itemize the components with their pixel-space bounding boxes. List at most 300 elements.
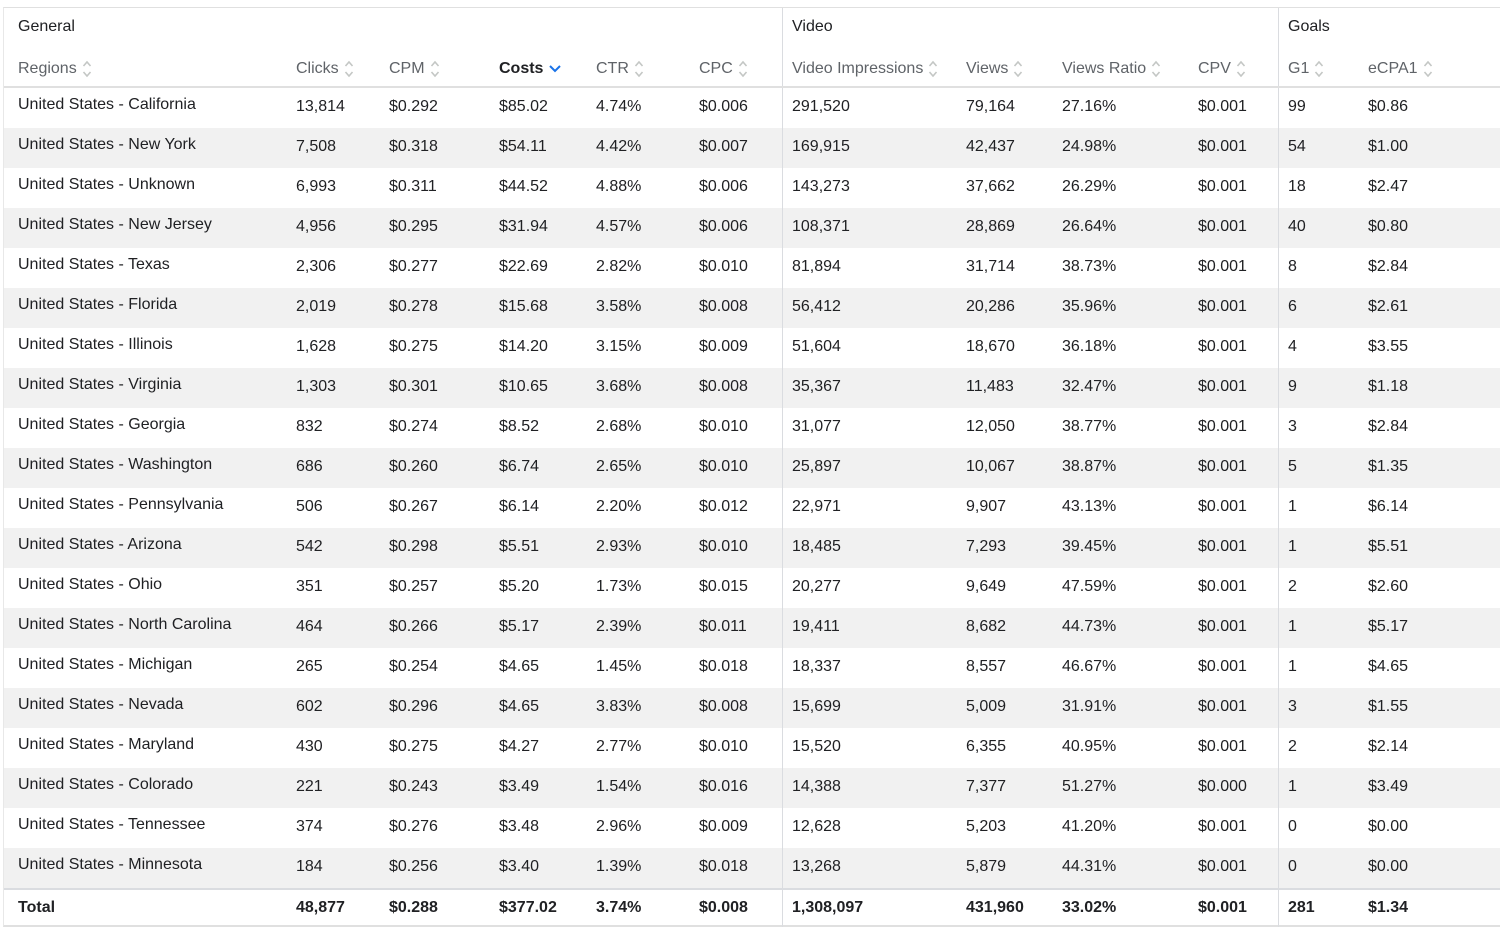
cell-costs: $6.14 [499, 498, 540, 515]
header-label: Views [966, 60, 1009, 77]
cell-clicks: 1,628 [296, 338, 337, 355]
cell-costs: $4.65 [499, 698, 540, 715]
cell-views: 5,203 [966, 818, 1007, 835]
cell-g1: 1 [1278, 768, 1368, 808]
cell-costs: $6.74 [499, 458, 540, 475]
cell-g1: 1 [1278, 528, 1368, 568]
cell-cpv: $0.001 [1198, 338, 1247, 355]
header-label: Costs [499, 60, 544, 77]
cell-clicks: 6,993 [296, 178, 337, 195]
total-views: 431,960 [966, 899, 1024, 916]
cell-ecpa1: $1.35 [1368, 458, 1409, 475]
cell-g1: 8 [1278, 248, 1368, 288]
cell-cpc: $0.006 [699, 98, 748, 115]
header-label: Video Impressions [792, 60, 924, 77]
cell-ctr: 2.96% [596, 818, 642, 835]
cell-ctr: 4.74% [596, 98, 642, 115]
cell-cpm: $0.257 [389, 578, 438, 595]
cell-ctr: 3.58% [596, 298, 642, 315]
cell-views-ratio: 44.73% [1062, 618, 1117, 635]
cell-region: United States - Pennsylvania [18, 496, 224, 513]
cell-views-ratio: 43.13% [1062, 498, 1117, 515]
table-row[interactable] [4, 128, 1500, 168]
cell-region: United States - Maryland [18, 736, 195, 753]
cell-views: 5,879 [966, 858, 1007, 875]
cell-cpv: $0.001 [1198, 738, 1247, 755]
cell-views: 8,682 [966, 618, 1007, 635]
table-row[interactable] [4, 208, 1500, 248]
cell-cpc: $0.015 [699, 578, 748, 595]
cell-region: United States - California [18, 96, 196, 113]
cell-clicks: 374 [296, 818, 323, 835]
cell-views-ratio: 27.16% [1062, 98, 1117, 115]
cell-cpm: $0.292 [389, 98, 438, 115]
cell-ecpa1: $0.00 [1368, 858, 1409, 875]
cell-cpm: $0.256 [389, 858, 438, 875]
cell-ecpa1: $2.60 [1368, 578, 1409, 595]
cell-video-impressions: 51,604 [782, 328, 966, 368]
cell-clicks: 1,303 [296, 378, 337, 395]
cell-cpv: $0.001 [1198, 138, 1247, 155]
cell-views: 8,557 [966, 658, 1007, 675]
cell-clicks: 2,306 [296, 258, 337, 275]
cell-ecpa1: $2.84 [1368, 258, 1409, 275]
cell-video-impressions: 18,337 [782, 648, 966, 688]
cell-ecpa1: $0.80 [1368, 218, 1409, 235]
cell-views-ratio: 36.18% [1062, 338, 1117, 355]
cell-views-ratio: 38.77% [1062, 418, 1117, 435]
cell-views-ratio: 44.31% [1062, 858, 1117, 875]
cell-cpm: $0.276 [389, 818, 438, 835]
cell-views: 79,164 [966, 98, 1015, 115]
cell-ecpa1: $1.00 [1368, 138, 1409, 155]
header-label: eCPA1 [1368, 60, 1418, 77]
cell-costs: $54.11 [499, 138, 547, 155]
cell-video-impressions: 12,628 [782, 808, 966, 848]
cell-views-ratio: 38.87% [1062, 458, 1117, 475]
cell-cpm: $0.274 [389, 418, 438, 435]
cell-costs: $5.20 [499, 578, 540, 595]
cell-g1: 5 [1278, 448, 1368, 488]
cell-video-impressions: 15,520 [782, 728, 966, 768]
total-g1: 281 [1278, 890, 1368, 927]
cell-g1: 1 [1278, 488, 1368, 528]
cell-g1: 1 [1278, 608, 1368, 648]
table-row[interactable] [4, 608, 1500, 648]
cell-g1: 18 [1278, 168, 1368, 208]
cell-clicks: 265 [296, 658, 323, 675]
cell-cpv: $0.001 [1198, 818, 1247, 835]
sort-updown-icon[interactable] [1423, 59, 1433, 79]
cell-views: 37,662 [966, 178, 1015, 195]
cell-costs: $8.52 [499, 418, 540, 435]
cell-views: 9,907 [966, 498, 1007, 515]
cell-views-ratio: 39.45% [1062, 538, 1117, 555]
header-region[interactable] [4, 48, 296, 86]
cell-region: United States - Nevada [18, 696, 184, 713]
table-row[interactable] [4, 528, 1500, 568]
cell-ecpa1: $2.14 [1368, 738, 1409, 755]
cell-region: United States - Minnesota [18, 856, 203, 873]
table-row[interactable] [4, 408, 1500, 448]
table-body [4, 88, 1500, 888]
table-row[interactable] [4, 648, 1500, 688]
cell-cpv: $0.001 [1198, 858, 1247, 875]
cell-clicks: 13,814 [296, 98, 345, 115]
cell-ctr: 1.54% [596, 778, 642, 795]
cell-cpm: $0.298 [389, 538, 438, 555]
cell-views: 18,670 [966, 338, 1015, 355]
cell-cpv: $0.001 [1198, 98, 1247, 115]
cell-costs: $3.40 [499, 858, 540, 875]
cell-clicks: 506 [296, 498, 323, 515]
total-cpm: $0.288 [389, 899, 438, 916]
cell-ctr: 1.39% [596, 858, 642, 875]
cell-g1: 2 [1278, 568, 1368, 608]
cell-region: United States - Washington [18, 456, 213, 473]
cell-cpv: $0.001 [1198, 618, 1247, 635]
cell-views-ratio: 38.73% [1062, 258, 1117, 275]
cell-video-impressions: 108,371 [782, 208, 966, 248]
cell-cpc: $0.006 [699, 178, 748, 195]
cell-video-impressions: 35,367 [782, 368, 966, 408]
cell-ctr: 3.15% [596, 338, 642, 355]
cell-cpm: $0.277 [389, 258, 438, 275]
cell-video-impressions: 20,277 [782, 568, 966, 608]
cell-views-ratio: 47.59% [1062, 578, 1117, 595]
cell-cpv: $0.001 [1198, 698, 1247, 715]
table-row[interactable] [4, 288, 1500, 328]
table-row[interactable] [4, 368, 1500, 408]
cell-g1: 54 [1278, 128, 1368, 168]
cell-region: United States - Florida [18, 296, 178, 313]
cell-video-impressions: 15,699 [782, 688, 966, 728]
cell-cpm: $0.296 [389, 698, 438, 715]
header-costs[interactable] [499, 48, 596, 86]
cell-region: United States - New Jersey [18, 216, 212, 233]
header-views[interactable] [966, 48, 1062, 86]
cell-ctr: 2.39% [596, 618, 642, 635]
sort-updown-icon[interactable] [1314, 59, 1324, 79]
cell-views: 42,437 [966, 138, 1015, 155]
header-label: Regions [18, 60, 77, 77]
table-row[interactable] [4, 848, 1500, 888]
cell-cpv: $0.000 [1198, 778, 1247, 795]
cell-g1: 9 [1278, 368, 1368, 408]
cell-cpc: $0.016 [699, 778, 748, 795]
cell-clicks: 221 [296, 778, 323, 795]
cell-clicks: 602 [296, 698, 323, 715]
cell-ctr: 3.68% [596, 378, 642, 395]
cell-cpv: $0.001 [1198, 218, 1247, 235]
header-ecpa1[interactable] [1368, 48, 1475, 86]
cell-views: 6,355 [966, 738, 1007, 755]
table-row[interactable] [4, 88, 1500, 128]
cell-region: United States - Illinois [18, 336, 173, 353]
table-row[interactable] [4, 688, 1500, 728]
cell-costs: $10.65 [499, 378, 548, 395]
table-row[interactable] [4, 248, 1500, 288]
header-cpm[interactable] [389, 48, 499, 86]
cell-ctr: 3.83% [596, 698, 642, 715]
cell-video-impressions: 56,412 [782, 288, 966, 328]
cell-region: United States - North Carolina [18, 616, 232, 633]
cell-clicks: 184 [296, 858, 323, 875]
cell-g1: 0 [1278, 848, 1368, 888]
total-ecpa1: $1.34 [1368, 899, 1409, 916]
cell-clicks: 4,956 [296, 218, 337, 235]
cell-costs: $4.27 [499, 738, 540, 755]
cell-costs: $85.02 [499, 98, 548, 115]
cell-ecpa1: $5.51 [1368, 538, 1409, 555]
header-views-ratio[interactable] [1062, 48, 1198, 86]
cell-ctr: 4.57% [596, 218, 642, 235]
cell-views-ratio: 51.27% [1062, 778, 1117, 795]
cell-costs: $22.69 [499, 258, 548, 275]
cell-video-impressions: 14,388 [782, 768, 966, 808]
cell-costs: $4.65 [499, 658, 540, 675]
sort-updown-icon[interactable] [1236, 59, 1246, 79]
cell-cpv: $0.001 [1198, 178, 1247, 195]
table-row[interactable] [4, 768, 1500, 808]
cell-ecpa1: $0.86 [1368, 98, 1409, 115]
header-cpc[interactable] [699, 48, 782, 86]
total-cpc: $0.008 [699, 899, 748, 916]
cell-ecpa1: $1.55 [1368, 698, 1409, 715]
header-label: G1 [1288, 60, 1310, 77]
total-costs: $377.02 [499, 899, 557, 916]
cell-cpc: $0.012 [699, 498, 748, 515]
cell-g1: 3 [1278, 408, 1368, 448]
cell-cpc: $0.009 [699, 818, 748, 835]
sort-desc-icon[interactable] [548, 64, 562, 74]
cell-cpm: $0.295 [389, 218, 438, 235]
table-row[interactable] [4, 488, 1500, 528]
cell-costs: $15.68 [499, 298, 548, 315]
cell-ctr: 2.20% [596, 498, 642, 515]
cell-views: 12,050 [966, 418, 1015, 435]
cell-cpm: $0.278 [389, 298, 438, 315]
header-clicks[interactable] [296, 48, 389, 86]
cell-cpc: $0.011 [699, 618, 747, 635]
cell-video-impressions: 31,077 [782, 408, 966, 448]
cell-ecpa1: $3.55 [1368, 338, 1409, 355]
cell-ecpa1: $4.65 [1368, 658, 1409, 675]
cell-views-ratio: 40.95% [1062, 738, 1117, 755]
cell-cpm: $0.301 [389, 378, 438, 395]
cell-views-ratio: 26.29% [1062, 178, 1117, 195]
cell-video-impressions: 18,485 [782, 528, 966, 568]
cell-ctr: 2.68% [596, 418, 642, 435]
cell-video-impressions: 143,273 [782, 168, 966, 208]
cell-ctr: 2.93% [596, 538, 642, 555]
cell-views: 10,067 [966, 458, 1015, 475]
cell-region: United States - Ohio [18, 576, 163, 593]
cell-cpm: $0.254 [389, 658, 438, 675]
cell-cpm: $0.260 [389, 458, 438, 475]
cell-g1: 2 [1278, 728, 1368, 768]
cell-views: 7,293 [966, 538, 1007, 555]
table-row[interactable] [4, 808, 1500, 848]
column-header-row [4, 48, 1500, 88]
cell-cpv: $0.001 [1198, 458, 1247, 475]
sort-updown-icon[interactable] [344, 59, 354, 79]
cell-region: United States - Unknown [18, 176, 195, 193]
table-row[interactable] [4, 168, 1500, 208]
cell-costs: $5.17 [499, 618, 540, 635]
cell-g1: 4 [1278, 328, 1368, 368]
cell-cpc: $0.010 [699, 538, 748, 555]
cell-ecpa1: $2.47 [1368, 178, 1409, 195]
cell-views: 9,649 [966, 578, 1007, 595]
cell-ctr: 1.73% [596, 578, 642, 595]
cell-views: 28,869 [966, 218, 1015, 235]
header-video-impressions[interactable] [782, 48, 966, 86]
cell-cpm: $0.318 [389, 138, 438, 155]
header-cpv[interactable] [1198, 48, 1278, 86]
cell-cpc: $0.010 [699, 418, 748, 435]
cell-views-ratio: 32.47% [1062, 378, 1117, 395]
header-label: CTR [596, 60, 629, 77]
cell-ecpa1: $2.84 [1368, 418, 1409, 435]
cell-cpc: $0.018 [699, 658, 748, 675]
cell-video-impressions: 169,915 [782, 128, 966, 168]
group-goals: Goals [1278, 8, 1475, 48]
cell-costs: $5.51 [499, 538, 540, 555]
cell-cpc: $0.008 [699, 378, 748, 395]
cell-video-impressions: 81,894 [782, 248, 966, 288]
header-label: CPC [699, 60, 733, 77]
header-g1[interactable] [1278, 48, 1368, 86]
cell-views-ratio: 31.91% [1062, 698, 1117, 715]
cell-region: United States - Georgia [18, 416, 186, 433]
total-row [4, 888, 1500, 927]
header-label: CPM [389, 60, 425, 77]
cell-clicks: 686 [296, 458, 323, 475]
cell-cpv: $0.001 [1198, 498, 1247, 515]
sort-updown-icon[interactable] [1151, 59, 1161, 79]
cell-views-ratio: 35.96% [1062, 298, 1117, 315]
cell-cpm: $0.311 [389, 178, 437, 195]
total-views-ratio: 33.02% [1062, 899, 1117, 916]
cell-cpm: $0.267 [389, 498, 438, 515]
cell-clicks: 832 [296, 418, 323, 435]
cell-clicks: 2,019 [296, 298, 337, 315]
table-row[interactable] [4, 448, 1500, 488]
header-label: CPV [1198, 60, 1231, 77]
cell-cpv: $0.001 [1198, 258, 1247, 275]
total-clicks: 48,877 [296, 899, 345, 916]
cell-ctr: 2.82% [596, 258, 642, 275]
cell-region: United States - New York [18, 136, 196, 153]
cell-cpv: $0.001 [1198, 298, 1247, 315]
cell-clicks: 464 [296, 618, 323, 635]
cell-views: 7,377 [966, 778, 1007, 795]
report-table [3, 7, 1500, 927]
cell-costs: $3.49 [499, 778, 540, 795]
table-row[interactable] [4, 328, 1500, 368]
cell-region: United States - Tennessee [18, 816, 206, 833]
header-label: Views Ratio [1062, 60, 1147, 77]
sort-updown-icon[interactable] [738, 59, 748, 79]
table-row[interactable] [4, 568, 1500, 608]
sort-updown-icon[interactable] [430, 59, 440, 79]
cell-costs: $31.94 [499, 218, 548, 235]
cell-g1: 99 [1278, 88, 1368, 128]
cell-ctr: 4.42% [596, 138, 642, 155]
cell-costs: $14.20 [499, 338, 548, 355]
cell-cpv: $0.001 [1198, 538, 1247, 555]
cell-cpm: $0.275 [389, 338, 438, 355]
total-ctr: 3.74% [596, 899, 642, 916]
cell-cpc: $0.010 [699, 738, 748, 755]
cell-cpv: $0.001 [1198, 418, 1247, 435]
sort-updown-icon[interactable] [1013, 59, 1023, 79]
cell-cpm: $0.243 [389, 778, 438, 795]
header-ctr[interactable] [596, 48, 699, 86]
cell-clicks: 430 [296, 738, 323, 755]
cell-views: 20,286 [966, 298, 1015, 315]
cell-g1: 1 [1278, 648, 1368, 688]
cell-g1: 40 [1278, 208, 1368, 248]
cell-clicks: 542 [296, 538, 323, 555]
sort-updown-icon[interactable] [634, 59, 644, 79]
cell-region: United States - Arizona [18, 536, 182, 553]
cell-views-ratio: 41.20% [1062, 818, 1117, 835]
cell-views-ratio: 24.98% [1062, 138, 1117, 155]
sort-updown-icon[interactable] [82, 59, 92, 79]
cell-cpv: $0.001 [1198, 658, 1247, 675]
cell-cpc: $0.006 [699, 218, 748, 235]
cell-ecpa1: $1.18 [1368, 378, 1409, 395]
cell-region: United States - Michigan [18, 656, 193, 673]
cell-video-impressions: 22,971 [782, 488, 966, 528]
cell-ecpa1: $0.00 [1368, 818, 1409, 835]
cell-ecpa1: $6.14 [1368, 498, 1409, 515]
cell-cpv: $0.001 [1198, 578, 1247, 595]
cell-g1: 6 [1278, 288, 1368, 328]
cell-video-impressions: 19,411 [782, 608, 966, 648]
cell-views: 11,483 [966, 378, 1014, 395]
cell-region: United States - Texas [18, 256, 170, 273]
cell-g1: 3 [1278, 688, 1368, 728]
cell-clicks: 351 [296, 578, 323, 595]
cell-cpc: $0.018 [699, 858, 748, 875]
cell-cpc: $0.009 [699, 338, 748, 355]
cell-ctr: 2.65% [596, 458, 642, 475]
cell-ctr: 4.88% [596, 178, 642, 195]
cell-cpm: $0.266 [389, 618, 438, 635]
group-general: General [18, 18, 75, 35]
cell-costs: $44.52 [499, 178, 548, 195]
table-row[interactable] [4, 728, 1500, 768]
cell-region: United States - Colorado [18, 776, 194, 793]
cell-views-ratio: 26.64% [1062, 218, 1117, 235]
sort-updown-icon[interactable] [928, 59, 938, 79]
group-video: Video [782, 8, 1278, 48]
cell-cpm: $0.275 [389, 738, 438, 755]
cell-cpc: $0.010 [699, 258, 748, 275]
column-group-row [4, 8, 1500, 48]
cell-ecpa1: $3.49 [1368, 778, 1409, 795]
cell-views: 5,009 [966, 698, 1007, 715]
cell-region: United States - Virginia [18, 376, 182, 393]
total-region: Total [18, 899, 56, 916]
cell-ecpa1: $2.61 [1368, 298, 1409, 315]
cell-video-impressions: 25,897 [782, 448, 966, 488]
cell-g1: 0 [1278, 808, 1368, 848]
cell-clicks: 7,508 [296, 138, 337, 155]
